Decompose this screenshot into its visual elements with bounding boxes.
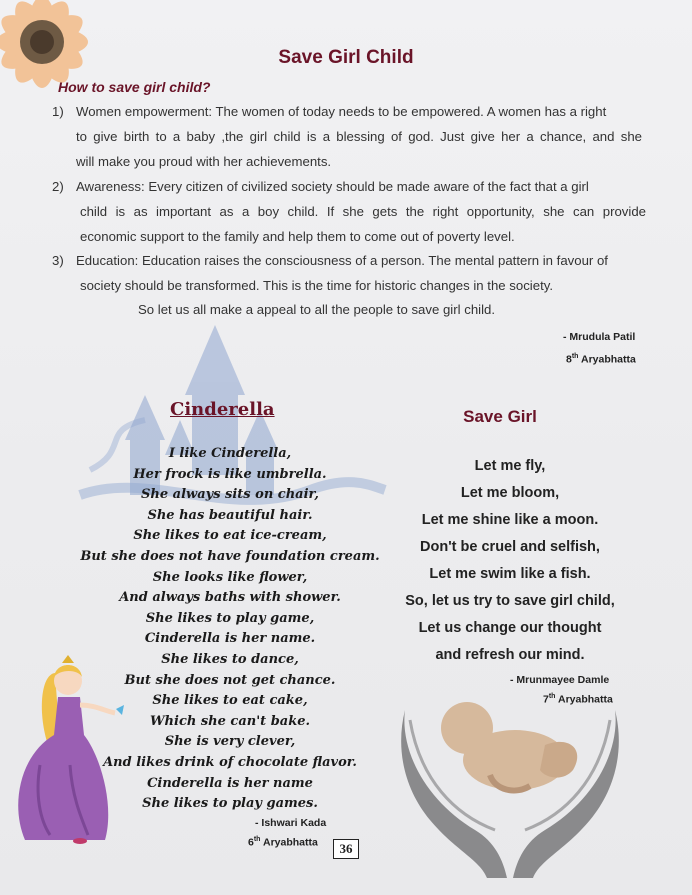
- point-2-line-2: child is as important as a boy child. If she gets the right opportunity, she can provide: [80, 204, 646, 219]
- poem-line: She looks like flower,: [152, 569, 308, 585]
- point-2-line-3: economic support to the family and help them to come out of poverty level.: [80, 229, 515, 244]
- poem-line: Let me swim like a fish.: [429, 566, 591, 582]
- poem-line: Don't be cruel and selfish,: [420, 539, 600, 555]
- poem-line: and refresh our mind.: [435, 647, 585, 663]
- baby-in-hands-illustration: [395, 690, 625, 880]
- poem-line: So, let us try to save girl child,: [405, 593, 615, 609]
- poem-line: She always sits on chair,: [141, 487, 319, 503]
- point-2-line-1: [52, 179, 644, 194]
- point-3-line-1: [52, 253, 644, 268]
- point-3-number: 3): [52, 253, 64, 268]
- article-title: Save Girl Child: [278, 47, 414, 68]
- save-girl-title: Save Girl: [463, 407, 537, 426]
- poem-line: She likes to eat ice-cream,: [133, 528, 327, 544]
- poem-line: I like Cinderella,: [168, 446, 292, 461]
- poem-line: Which she can't bake.: [149, 713, 311, 729]
- point-3-text: Education: Education raises the consciousness of a person. The mental pattern in favour of: [76, 253, 608, 268]
- poem-line: But she does not have foundation cream.: [80, 549, 380, 564]
- article-class: 8th Aryabhatta: [566, 353, 636, 366]
- poem-line: She likes to play games.: [142, 796, 318, 812]
- page-number: 36: [333, 839, 359, 859]
- poem-line: Let us change our thought: [418, 620, 602, 636]
- poem-line: Let me bloom,: [460, 485, 560, 501]
- point-1-line-3: will make you proud with her achievements.: [76, 154, 332, 169]
- point-1-text: Women empowerment: The women of today needs to be empowered. A women has a right: [76, 104, 607, 119]
- poem-line: She likes to dance,: [161, 652, 299, 667]
- cinderella-class: 6th Aryabhatta: [248, 836, 318, 849]
- article-subheading: How to save girl child?: [58, 79, 211, 95]
- poem-line: Her frock is like umbrella.: [133, 466, 327, 482]
- poem-line: She has beautiful hair.: [147, 507, 313, 523]
- article-author: - Mrudula Patil: [563, 331, 636, 343]
- cinderella-author: - Ishwari Kada: [255, 817, 327, 829]
- point-1-number: 1): [52, 104, 64, 119]
- poem-line: She likes to play game,: [145, 610, 315, 626]
- poem-line: She is very clever,: [164, 734, 296, 750]
- point-2-text: Awareness: Every citizen of civilized society should be made aware of the fact that a girl: [76, 179, 589, 194]
- poem-line: Let me shine like a moon.: [421, 512, 599, 528]
- poem-line: Let me fly,: [474, 458, 546, 474]
- point-1-line-2: to give birth to a baby ,the girl child is a blessing of god. Just give her a chance, and she: [76, 129, 642, 144]
- point-1-line-1: [52, 104, 644, 119]
- closing-appeal: So let us all make a appeal to all the people to save girl child.: [138, 302, 496, 317]
- poem-line: Cinderella is her name: [147, 775, 313, 791]
- point-3-line-2: society should be transformed. This is the time for historic changes in the society.: [80, 278, 554, 293]
- poem-line: But she does not get chance.: [124, 672, 336, 688]
- point-2-number: 2): [52, 179, 64, 194]
- save-girl-class: 7th Aryabhatta: [543, 693, 613, 706]
- save-girl-author: - Mrunmayee Damle: [510, 674, 610, 686]
- poem-line: She likes to eat cake,: [152, 693, 308, 709]
- poem-line: And likes drink of chocolate flavor.: [103, 755, 357, 770]
- cinderella-title: Cinderella: [170, 399, 275, 420]
- princess-illustration: [10, 655, 130, 845]
- poem-line: And always baths with shower.: [119, 590, 341, 606]
- poem-line: Cinderella is her name.: [144, 631, 316, 647]
